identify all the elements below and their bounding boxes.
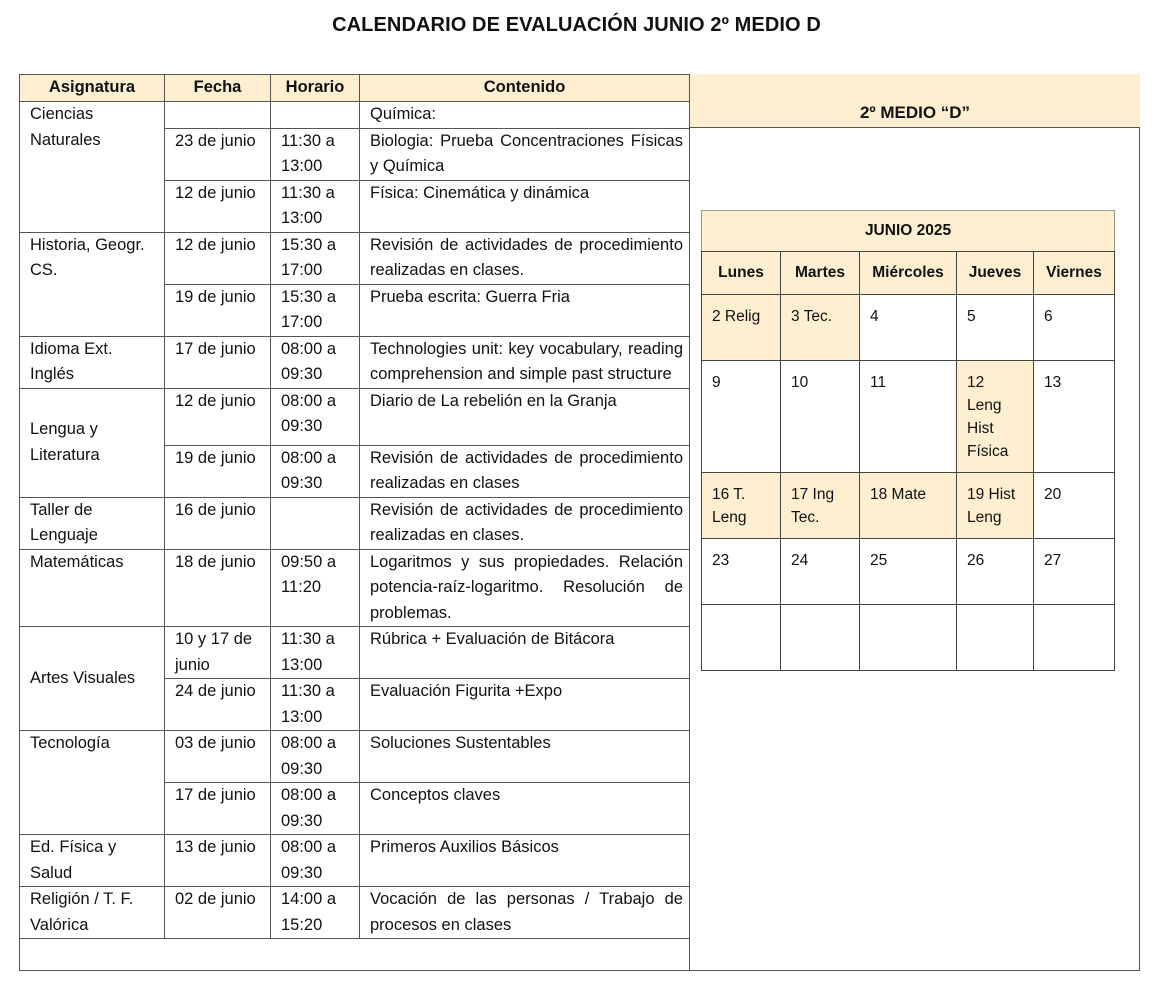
calendar-day: 27 (1034, 539, 1115, 605)
day-event: Leng (967, 397, 1002, 414)
table-row (20, 102, 690, 129)
calendar-day: 4 (860, 295, 957, 361)
subject-cell: Matemáticas (20, 549, 165, 627)
calendar-day: 2 Relig (702, 295, 781, 361)
subject-cell: Artes Visuales (20, 627, 165, 731)
day-event: Física (967, 443, 1009, 460)
content-cell: Soluciones Sustentables (360, 731, 690, 783)
calendar-week (702, 539, 1115, 605)
calendar-week (702, 361, 1115, 473)
table-row (20, 497, 690, 549)
subject-cell: Historia, Geogr. CS. (20, 232, 165, 336)
subject-cell: Tecnología (20, 731, 165, 835)
calendar-day: 18 Mate (860, 473, 957, 539)
date-cell: 19 de junio (165, 284, 271, 336)
content-cell: Prueba escrita: Guerra Fria (360, 284, 690, 336)
time-cell: 14:00 a 15:20 (271, 887, 360, 939)
time-cell: 08:00 a 09:30 (271, 835, 360, 887)
time-cell: 11:30 a 13:00 (271, 180, 360, 232)
calendar-day: 17 Ing Tec. (781, 473, 860, 539)
subject-cell: Idioma Ext. Inglés (20, 336, 165, 388)
page-title: CALENDARIO DE EVALUACIÓN JUNIO 2º MEDIO D (332, 14, 821, 36)
time-cell: 11:30 a 13:00 (271, 679, 360, 731)
date-cell: 03 de junio (165, 731, 271, 783)
content-cell: Diario de La rebelión en la Granja (360, 388, 690, 445)
date-cell: 12 de junio (165, 180, 271, 232)
calendar-day: 6 (1034, 295, 1115, 361)
subject-cell: Ed. Física y Salud (20, 835, 165, 887)
table-row (20, 336, 690, 388)
weekday-thu: Jueves (957, 252, 1034, 295)
content-cell: Conceptos claves (360, 783, 690, 835)
table-row (20, 232, 690, 284)
date-cell: 16 de junio (165, 497, 271, 549)
calendar-day: 11 (860, 361, 957, 473)
table-row (20, 887, 690, 939)
date-cell: 02 de junio (165, 887, 271, 939)
header-subject: Asignatura (20, 75, 165, 102)
content-cell: Revisión de actividades de procedimiento realizadas en clases (360, 445, 690, 497)
calendar-month: JUNIO 2025 (702, 211, 1115, 252)
calendar-week (702, 473, 1115, 539)
calendar-day (957, 361, 1034, 473)
table-row (20, 627, 690, 679)
time-cell: 08:00 a 09:30 (271, 783, 360, 835)
date-cell: 19 de junio (165, 445, 271, 497)
content-cell: Física: Cinemática y dinámica (360, 180, 690, 232)
content-cell: Revisión de actividades de procedimiento realizadas en clases. (360, 232, 690, 284)
time-cell: 09:50 a 11:20 (271, 549, 360, 627)
calendar-day: 23 (702, 539, 781, 605)
content-cell: Technologies unit: key vocabulary, reading comprehension and simple past structure (360, 336, 690, 388)
content-cell: Química: (360, 102, 690, 129)
header-date: Fecha (165, 75, 271, 102)
table-row (20, 731, 690, 783)
date-cell (165, 102, 271, 129)
date-cell: 12 de junio (165, 232, 271, 284)
june-calendar (701, 210, 1115, 671)
calendar-week (702, 295, 1115, 361)
calendar-day: 5 (957, 295, 1034, 361)
time-cell (271, 102, 360, 129)
table-row (20, 835, 690, 887)
date-cell: 18 de junio (165, 549, 271, 627)
date-cell: 10 y 17 de junio (165, 627, 271, 679)
content-cell: Revisión de actividades de procedimiento realizadas en clases. (360, 497, 690, 549)
table-row (20, 549, 690, 627)
calendar-week (702, 605, 1115, 671)
content-cell: Vocación de las personas / Trabajo de procesos en clases (360, 887, 690, 939)
weekday-fri: Viernes (1034, 252, 1115, 295)
date-cell: 17 de junio (165, 783, 271, 835)
header-content: Contenido (360, 75, 690, 102)
subject-cell: Ciencias Naturales (20, 102, 165, 233)
content-cell: Biologia: Prueba Concentraciones Físicas y Química (360, 128, 690, 180)
content-cell: Primeros Auxilios Básicos (360, 835, 690, 887)
calendar-day-empty (781, 605, 860, 671)
time-cell (271, 497, 360, 549)
time-cell: 08:00 a 09:30 (271, 445, 360, 497)
subject-cell: Religión / T. F. Valórica (20, 887, 165, 939)
time-cell: 11:30 a 13:00 (271, 128, 360, 180)
weekday-row (702, 252, 1115, 295)
day-event: Hist (967, 420, 994, 437)
time-cell: 15:30 a 17:00 (271, 232, 360, 284)
calendar-day: 3 Tec. (781, 295, 860, 361)
time-cell: 08:00 a 09:30 (271, 731, 360, 783)
table-row (20, 388, 690, 445)
date-cell: 17 de junio (165, 336, 271, 388)
calendar-day: 25 (860, 539, 957, 605)
date-cell: 23 de junio (165, 128, 271, 180)
subject-cell: Taller de Lenguaje (20, 497, 165, 549)
time-cell: 15:30 a 17:00 (271, 284, 360, 336)
content-cell: Logaritmos y sus propiedades. Relación potencia-raíz-logaritmo. Resolución de problemas. (360, 549, 690, 627)
weekday-tue: Martes (781, 252, 860, 295)
calendar-day: 10 (781, 361, 860, 473)
subject-cell: Lengua y Literatura (20, 388, 165, 497)
weekday-mon: Lunes (702, 252, 781, 295)
weekday-wed: Miércoles (860, 252, 957, 295)
calendar-day: 24 (781, 539, 860, 605)
date-cell: 12 de junio (165, 388, 271, 445)
time-cell: 11:30 a 13:00 (271, 627, 360, 679)
calendar-day: 19 Hist Leng (957, 473, 1034, 539)
calendar-day-empty (860, 605, 957, 671)
evaluation-table (19, 74, 690, 939)
calendar-day: 16 T. Leng (702, 473, 781, 539)
calendar-day-empty (1034, 605, 1115, 671)
header-row (20, 75, 690, 102)
calendar-day: 9 (702, 361, 781, 473)
calendar-day-empty (957, 605, 1034, 671)
calendar-day: 20 (1034, 473, 1115, 539)
time-cell: 08:00 a 09:30 (271, 388, 360, 445)
date-cell: 24 de junio (165, 679, 271, 731)
calendar-day: 26 (957, 539, 1034, 605)
header-time: Horario (271, 75, 360, 102)
calendar-day-empty (702, 605, 781, 671)
calendar-day: 13 (1034, 361, 1115, 473)
day-number: 12 (967, 374, 985, 391)
date-cell: 13 de junio (165, 835, 271, 887)
time-cell: 08:00 a 09:30 (271, 336, 360, 388)
content-cell: Rúbrica + Evaluación de Bitácora (360, 627, 690, 679)
course-header: 2º MEDIO “D” (690, 74, 1140, 128)
content-cell: Evaluación Figurita +Expo (360, 679, 690, 731)
